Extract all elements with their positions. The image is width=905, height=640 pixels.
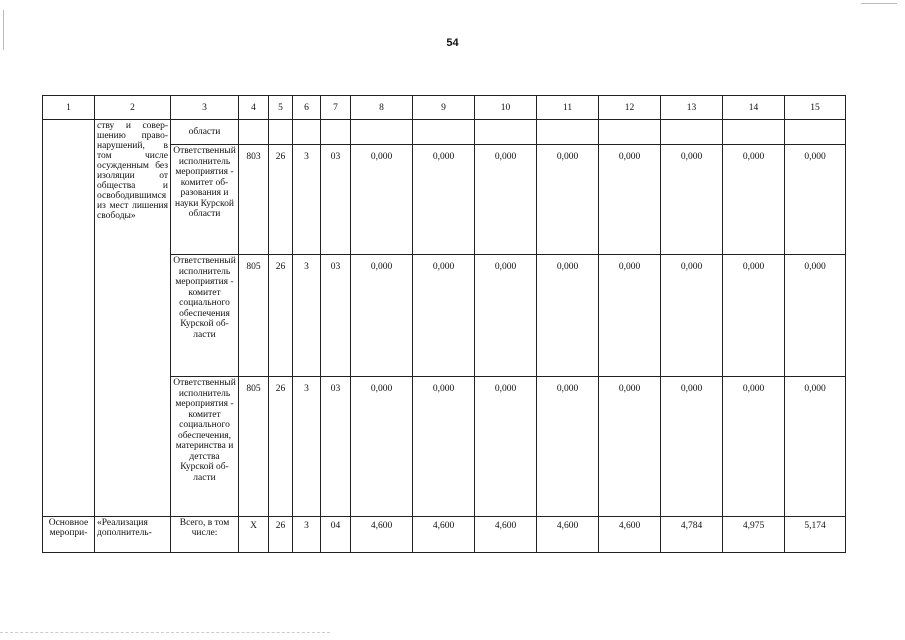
- code-cell: 03: [321, 255, 351, 377]
- value-cell: 4,600: [413, 517, 475, 553]
- code-cell: X: [239, 517, 269, 553]
- header-cell: 13: [661, 96, 723, 120]
- responsible-cell: области: [171, 120, 239, 145]
- code-cell: 26: [269, 145, 293, 255]
- value-cell: 0,000: [351, 255, 413, 377]
- event-cell-empty: [43, 120, 95, 517]
- header-cell: 3: [171, 96, 239, 120]
- event-title-cell: «Реализация дополнитель-: [95, 517, 171, 553]
- value-cell: 0,000: [537, 255, 599, 377]
- header-cell: 5: [269, 96, 293, 120]
- value-cell: 0,000: [599, 255, 661, 377]
- value-cell: 0,000: [413, 255, 475, 377]
- event-type-cell: Основное меропри-: [43, 517, 95, 553]
- budget-table: [42, 95, 846, 553]
- value-cell: 0,000: [661, 377, 723, 517]
- value-cell: 0,000: [475, 145, 537, 255]
- value-cell: 0,000: [599, 377, 661, 517]
- value-cell: 4,600: [599, 517, 661, 553]
- header-row: [43, 96, 846, 120]
- value-cell: 0,000: [785, 377, 846, 517]
- code-cell: 3: [293, 255, 321, 377]
- code-cell: 803: [239, 145, 269, 255]
- value-cell: 0,000: [661, 255, 723, 377]
- value-cell: 0,000: [475, 377, 537, 517]
- responsible-cell: Ответственный исполнитель мероприятия - комитет социального обеспечения, материнства и детства Курской области: [171, 377, 239, 517]
- code-cell: 3: [293, 145, 321, 255]
- value-cell: 0,000: [351, 377, 413, 517]
- header-cell: 11: [537, 96, 599, 120]
- header-cell: 12: [599, 96, 661, 120]
- value-cell: 0,000: [475, 255, 537, 377]
- value-cell: 0,000: [785, 255, 846, 377]
- code-cell: 04: [321, 517, 351, 553]
- header-cell: 6: [293, 96, 321, 120]
- header-cell: 15: [785, 96, 846, 120]
- value-cell: 0,000: [413, 145, 475, 255]
- code-cell: 03: [321, 377, 351, 517]
- header-cell: 14: [723, 96, 785, 120]
- value-cell: 4,600: [537, 517, 599, 553]
- value-cell: 4,600: [475, 517, 537, 553]
- header-cell: 10: [475, 96, 537, 120]
- code-cell: 3: [293, 517, 321, 553]
- code-cell: 26: [269, 377, 293, 517]
- value-cell: 0,000: [599, 145, 661, 255]
- header-cell: 7: [321, 96, 351, 120]
- value-cell: 0,000: [537, 377, 599, 517]
- value-cell: 4,784: [661, 517, 723, 553]
- value-cell: 0,000: [351, 145, 413, 255]
- total-label-cell: Всего, в том числе:: [171, 517, 239, 553]
- code-cell: 805: [239, 255, 269, 377]
- table-row: [43, 517, 846, 553]
- code-cell: 03: [321, 145, 351, 255]
- scan-edge-mark: [0, 632, 330, 634]
- header-cell: 2: [95, 96, 171, 120]
- value-cell: 4,975: [723, 517, 785, 553]
- scan-edge-mark: [861, 3, 897, 4]
- header-cell: 9: [413, 96, 475, 120]
- responsible-cell: Ответственный исполнитель мероприятия - комитет социального обеспечения Курской области: [171, 255, 239, 377]
- header-cell: 8: [351, 96, 413, 120]
- page-number: 54: [446, 37, 459, 49]
- value-cell: 0,000: [785, 145, 846, 255]
- code-cell: 26: [269, 517, 293, 553]
- code-cell: 3: [293, 377, 321, 517]
- value-cell: 5,174: [785, 517, 846, 553]
- value-cell: 0,000: [723, 145, 785, 255]
- value-cell: 0,000: [537, 145, 599, 255]
- event-description: ству и совершению правонарушений, в том числе осужденным без изоляции от общества и освободившимся из мест лишения свободы»: [95, 120, 171, 517]
- value-cell: 4,600: [351, 517, 413, 553]
- value-cell: 0,000: [413, 377, 475, 517]
- value-cell: 0,000: [661, 145, 723, 255]
- responsible-cell: Ответственный исполнитель мероприятия - комитет образования и науки Курской области: [171, 145, 239, 255]
- header-cell: 1: [43, 96, 95, 120]
- value-cell: 0,000: [723, 377, 785, 517]
- table-row: [43, 120, 846, 145]
- code-cell: 26: [269, 255, 293, 377]
- header-cell: 4: [239, 96, 269, 120]
- value-cell: 0,000: [723, 255, 785, 377]
- code-cell: 805: [239, 377, 269, 517]
